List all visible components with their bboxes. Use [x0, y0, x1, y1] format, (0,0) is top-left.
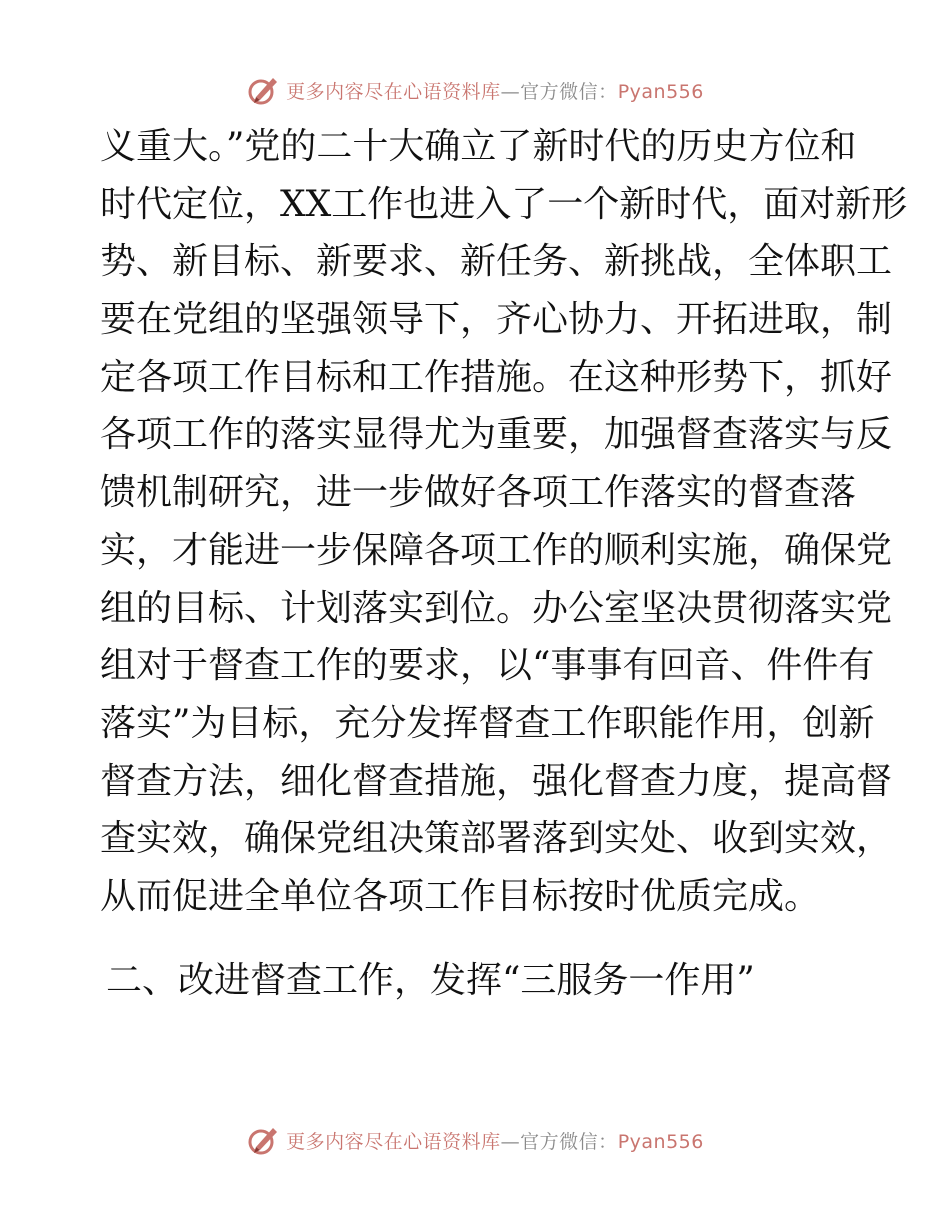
- body-line: 组对于督查工作的要求，以“事事有回音、件件有: [100, 645, 875, 687]
- watermark-text: [286, 1127, 704, 1154]
- body-line: 各项工作的落实显得尤为重要，加强督查落实与反: [100, 414, 893, 456]
- body-line: 馈机制研究，进一步做好各项工作落实的督查落: [100, 472, 857, 514]
- watermark-header: [0, 70, 950, 110]
- body-line: 义重大。”党的二十大确立了新时代的历史方位和: [100, 126, 857, 167]
- watermark-label: 官方微信：: [520, 1130, 618, 1153]
- body-line: 从而促进全单位各项工作目标按时优质完成。: [100, 875, 821, 917]
- body-line: 组的目标、计划落实到位。办公室坚决贯彻落实党: [100, 587, 893, 629]
- pen-logo-icon: [246, 1123, 280, 1157]
- section-heading: 二、改进督查工作，发挥“三服务一作用”: [106, 960, 755, 1001]
- watermark-brand: 更多内容尽在心语资料库: [286, 1130, 501, 1153]
- watermark-brand: 更多内容尽在心语资料库: [286, 80, 501, 103]
- watermark-wechat-id: Pyan556: [617, 1130, 704, 1153]
- body-line: 落实”为目标，充分发挥督查工作职能作用，创新: [100, 702, 875, 744]
- watermark-footer: [0, 1120, 950, 1160]
- body-line: 时代定位，XX工作也进入了一个新时代，面对新形: [100, 183, 908, 225]
- watermark-wechat-id: Pyan556: [617, 80, 704, 103]
- pen-logo-icon: [246, 73, 280, 107]
- body-paragraph: [100, 118, 908, 926]
- watermark-separator: —: [500, 1130, 521, 1153]
- body-line: 实，才能进一步保障各项工作的顺利实施，确保党: [100, 529, 893, 571]
- body-line: 督查方法，细化督查措施，强化督查力度，提高督: [100, 760, 893, 802]
- watermark-separator: —: [500, 80, 521, 103]
- body-line: 要在党组的坚强领导下，齐心协力、开拓进取，制: [100, 299, 893, 341]
- watermark-label: 官方微信：: [520, 80, 618, 103]
- body-line: 势、新目标、新要求、新任务、新挑战，全体职工: [100, 241, 893, 283]
- body-line: 定各项工作目标和工作措施。在这种形势下，抓好: [100, 356, 893, 398]
- watermark-text: [286, 77, 704, 104]
- body-line: 查实效，确保党组决策部署落到实处、收到实效，: [100, 818, 893, 860]
